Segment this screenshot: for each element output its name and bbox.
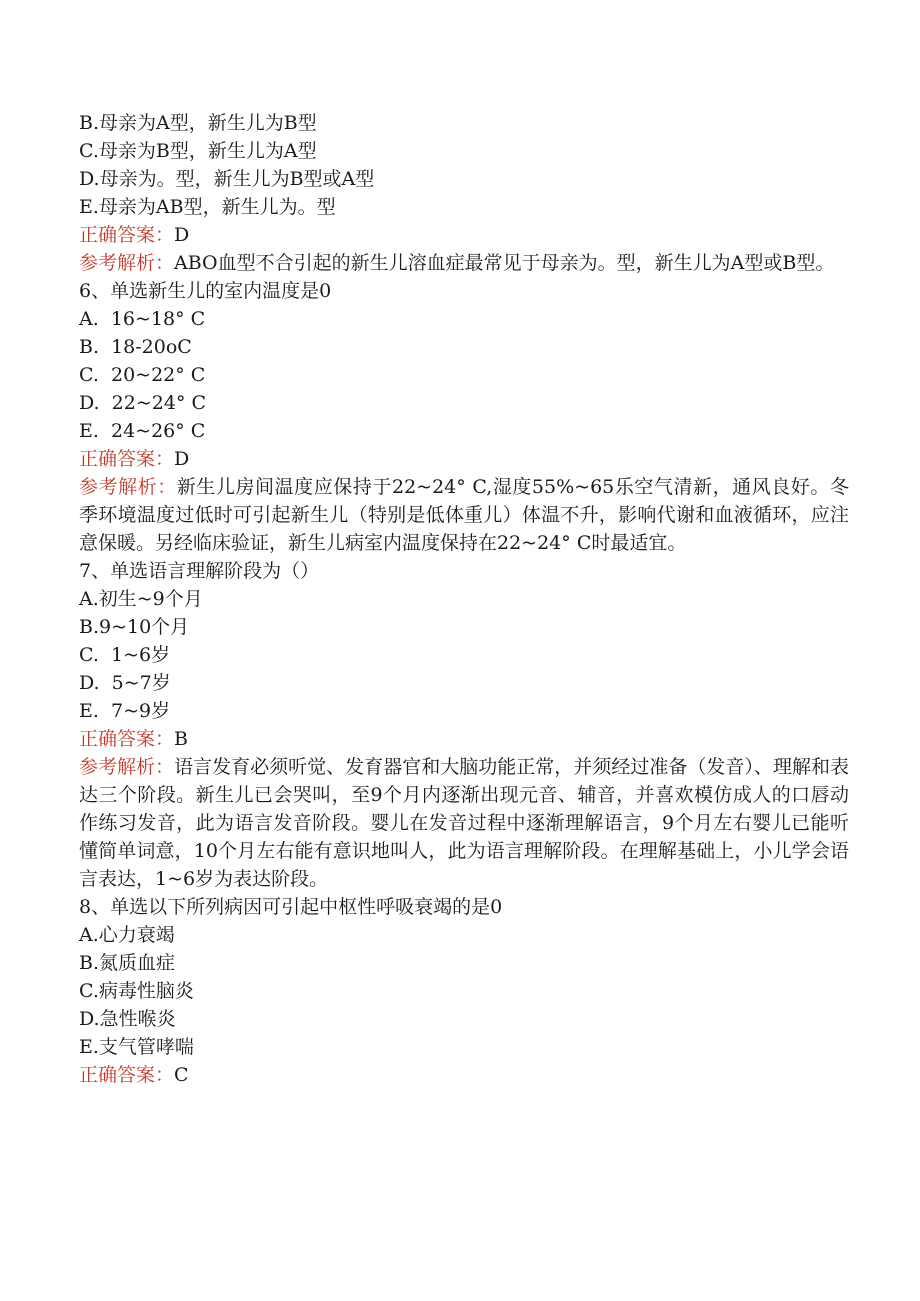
option-e: E. 24~26° C	[79, 420, 206, 442]
analysis-label: 参考解析：	[79, 476, 177, 498]
analysis	[79, 249, 849, 277]
answer-line	[79, 1061, 849, 1089]
answer-label: 正确答案：	[79, 448, 175, 470]
option-c: C.病毒性脑炎	[79, 980, 194, 1002]
answer-label: 正确答案：	[79, 224, 175, 246]
option-a: A. 16~18° C	[79, 308, 206, 330]
answer-line	[79, 445, 849, 473]
analysis-text: 新生儿房间温度应保持于22~24° C,湿度55%~65乐空气清新，通风良好。冬季环境温度过低时可引起新生儿（特别是低体重儿）体温不升，影响代谢和血液循环，应注意保暖。另经临床验证，新生儿病室内温度保持在22~24° C时最适宜。	[79, 476, 849, 554]
analysis	[79, 473, 849, 557]
question-5	[79, 109, 849, 277]
answer-value: C	[174, 1064, 189, 1086]
option-b: B.母亲为A型，新生儿为B型	[79, 112, 317, 134]
option-b: B. 18-20oC	[79, 336, 192, 358]
answer-value: B	[174, 728, 188, 750]
analysis-text: 语言发育必须听觉、发育器官和大脑功能正常，并须经过准备（发音）、理解和表达三个阶段。新生儿已会哭叫，至9个月内逐渐出现元音、辅音，并喜欢模仿成人的口唇动作练习发音，此为语言发音阶段。婴儿在发音过程中逐渐理解语言，9个月左右婴儿已能听懂简单词意，10个月左右能有意识地叫人，此为语言理解阶段。在理解基础上，小儿学会语言表达，1~6岁为表达阶段。	[79, 756, 849, 890]
option-c: C. 20~22° C	[79, 364, 206, 386]
question-text: 8、单选以下所列病因可引起中枢性呼吸衰竭的是0	[79, 896, 503, 918]
answer-label: 正确答案：	[79, 1064, 175, 1086]
analysis-label: 参考解析：	[79, 252, 175, 274]
option-c: C. 1~6岁	[79, 644, 171, 666]
question-8	[79, 893, 849, 1089]
option-a: A.心力衰竭	[79, 924, 175, 946]
option-e: E.母亲为AB型，新生儿为。型	[79, 196, 336, 218]
answer-value: D	[174, 448, 190, 470]
analysis-text: ABO血型不合引起的新生儿溶血症最常见于母亲为。型，新生儿为A型或B型。	[174, 252, 835, 274]
option-e: E. 7~9岁	[79, 700, 171, 722]
option-d: D. 5~7岁	[79, 672, 171, 694]
question-text: 6、单选新生儿的室内温度是0	[79, 280, 332, 302]
document-page	[79, 109, 849, 1089]
option-a: A.初生~9个月	[79, 588, 203, 610]
answer-line	[79, 221, 849, 249]
analysis-label: 参考解析：	[79, 756, 175, 778]
question-7	[79, 557, 849, 893]
option-c: C.母亲为B型，新生儿为A型	[79, 140, 317, 162]
option-d: D.急性喉炎	[79, 1008, 176, 1030]
option-e: E.支气管哮喘	[79, 1036, 194, 1058]
answer-label: 正确答案：	[79, 728, 175, 750]
answer-value: D	[174, 224, 190, 246]
question-text: 7、单选语言理解阶段为（）	[79, 560, 320, 582]
option-b: B.氮质血症	[79, 952, 176, 974]
analysis	[79, 753, 849, 893]
option-d: D.母亲为。型，新生儿为B型或A型	[79, 168, 375, 190]
question-6	[79, 277, 849, 557]
answer-line	[79, 725, 849, 753]
option-b: B.9~10个月	[79, 616, 190, 638]
option-d: D. 22~24° C	[79, 392, 207, 414]
